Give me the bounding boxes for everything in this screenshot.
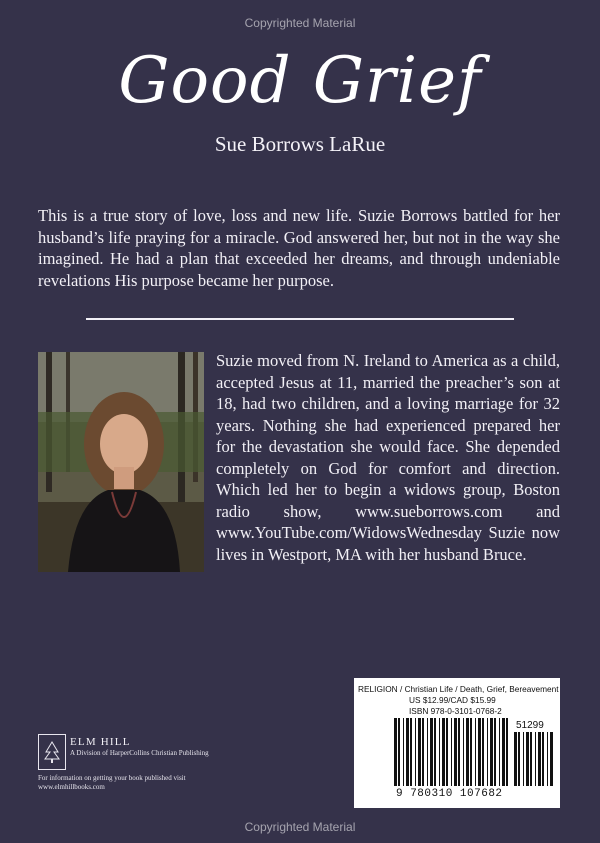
divider-rule [86,318,514,320]
barcode-panel [354,678,560,808]
copyright-watermark-top: Copyrighted Material [244,16,356,30]
copyright-watermark-bottom: Copyrighted Material [244,820,356,834]
book-isbn: ISBN 978-0-3101-0768-2 [409,706,502,716]
book-author: Sue Borrows LaRue [214,132,386,156]
price-addon-code: 51299 [516,720,544,731]
publisher-name: ELM HILL [70,736,131,748]
publisher-info: For information on getting your book published visit www.elmhillbooks.com [38,774,186,791]
author-photo [38,352,204,572]
elm-hill-logo [38,734,66,770]
book-title: Good Grief [118,44,482,118]
book-price: US $12.99/CAD $15.99 [409,695,496,705]
author-bio: Suzie moved from N. Ireland to America as a child, accepted Jesus at 11, married the preacher’s son at 18, had two children, and a loving marriage for 32 years. Nothing she had experienced prepared her for the devastation she would face. She depended completely on God for comfort and direction. Which led her to begin a widows group, Boston radio show, www.sueborrows.com and www.YouTube.com/WidowsWednesday Suzie now lives in Westport, MA with her husband Bruce. [216,351,560,564]
barcode-digits: 9 780310 107682 [396,788,503,800]
publisher-division: A Division of HarperCollins Christian Publishing [70,749,209,757]
publisher-block [38,734,209,774]
addon-barcode [514,732,554,786]
book-category: RELIGION / Christian Life / Death, Grief, Bereavement [358,684,559,694]
isbn-barcode [394,718,510,786]
book-blurb: This is a true story of love, loss and new life. Suzie Borrows battled for her husband’s life praying for a miracle. God answered her, but not in the way she imagined. He had a plan that exceeded her dreams, and through undeniable revelations His purpose became her purpose. [38,206,560,290]
